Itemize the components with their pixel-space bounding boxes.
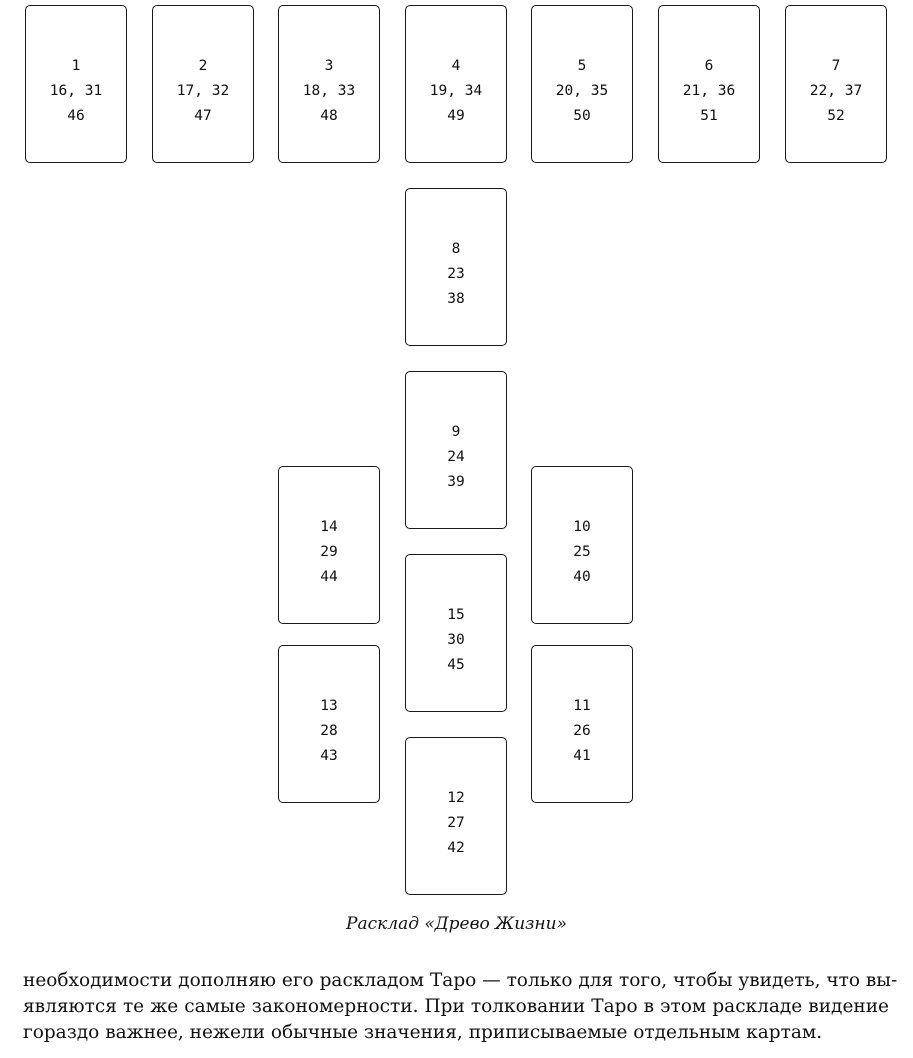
card-number: 23 — [447, 266, 465, 282]
card-13 — [278, 645, 380, 803]
card-number: 52 — [827, 108, 845, 124]
card-number: 40 — [573, 569, 591, 585]
card-6 — [658, 5, 760, 163]
card-15 — [405, 554, 507, 712]
paragraph-line: необходимости дополняю его раскладом Таро — только для того, чтобы увидеть, что вы- — [23, 970, 898, 991]
card-number: 49 — [447, 108, 465, 124]
card-1 — [25, 5, 127, 163]
card-number: 48 — [320, 108, 338, 124]
card-number: 5 — [577, 58, 587, 74]
card-number: 26 — [573, 723, 591, 739]
card-10 — [531, 466, 633, 624]
card-number: 44 — [320, 569, 338, 585]
body-paragraph — [23, 968, 898, 1046]
card-number: 4 — [451, 58, 461, 74]
card-number: 24 — [447, 449, 465, 465]
card-number: 28 — [320, 723, 338, 739]
card-number: 10 — [573, 519, 591, 535]
card-number: 11 — [573, 698, 591, 714]
card-number: 3 — [324, 58, 334, 74]
card-number: 15 — [447, 607, 465, 623]
card-3 — [278, 5, 380, 163]
card-5 — [531, 5, 633, 163]
card-11 — [531, 645, 633, 803]
paragraph-line: гораздо важнее, нежели обычные значения, приписываемые отдельным картам. — [23, 1022, 823, 1043]
card-number: 8 — [451, 241, 461, 257]
paragraph-line: являются те же самые закономерности. При толковании Таро в этом раскладе видение — [23, 996, 889, 1017]
card-number: 12 — [447, 790, 465, 806]
card-number: 46 — [67, 108, 85, 124]
card-9 — [405, 371, 507, 529]
card-number: 29 — [320, 544, 338, 560]
card-number: 43 — [320, 748, 338, 764]
card-number: 30 — [447, 632, 465, 648]
card-12 — [405, 737, 507, 895]
figure-caption: Расклад «Древо Жизни» — [346, 914, 567, 934]
card-number: 47 — [194, 108, 212, 124]
card-14 — [278, 466, 380, 624]
card-number: 38 — [447, 291, 465, 307]
card-number: 42 — [447, 840, 465, 856]
card-number: 50 — [573, 108, 591, 124]
card-number: 9 — [451, 424, 461, 440]
card-number: 45 — [447, 657, 465, 673]
card-8 — [405, 188, 507, 346]
card-number: 19, 34 — [429, 83, 483, 99]
card-number: 7 — [831, 58, 841, 74]
card-number: 20, 35 — [555, 83, 609, 99]
card-2 — [152, 5, 254, 163]
card-number: 21, 36 — [682, 83, 736, 99]
card-7 — [785, 5, 887, 163]
card-number: 17, 32 — [176, 83, 230, 99]
card-number: 41 — [573, 748, 591, 764]
card-number: 14 — [320, 519, 338, 535]
card-number: 2 — [198, 58, 208, 74]
card-4 — [405, 5, 507, 163]
card-number: 6 — [704, 58, 714, 74]
card-number: 51 — [700, 108, 718, 124]
card-number: 22, 37 — [809, 83, 863, 99]
card-number: 39 — [447, 474, 465, 490]
card-number: 13 — [320, 698, 338, 714]
card-number: 27 — [447, 815, 465, 831]
card-number: 16, 31 — [49, 83, 103, 99]
card-number: 18, 33 — [302, 83, 356, 99]
card-number: 1 — [71, 58, 81, 74]
card-number: 25 — [573, 544, 591, 560]
